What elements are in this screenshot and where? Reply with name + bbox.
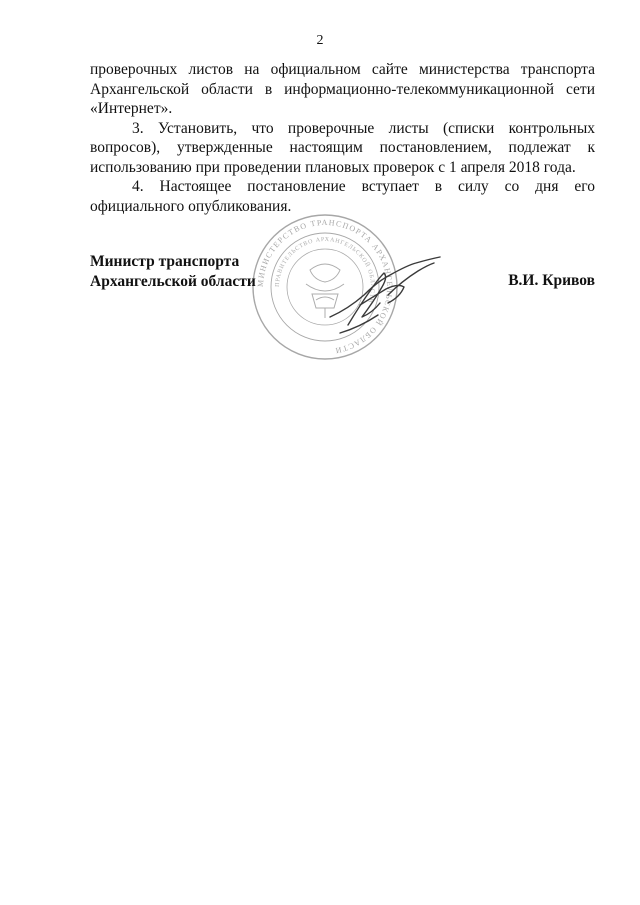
paragraph-continuation: проверочных листов на официальном сайте министерства транспорта Архангельской области в информационно-телекоммуникационной сети «Интернет».	[90, 61, 595, 117]
document-body	[90, 60, 595, 216]
seal-inner-textpath: ПРАВИТЕЛЬСТВО АРХАНГЕЛЬСКОЙ ОБЛАСТИ	[274, 236, 376, 304]
paragraph-item-3: 3. Установить, что проверочные листы (списки контрольных вопросов), утвержденные настоящим постановлением, подлежат к использованию при проведении плановых проверок с 1 апреля 2018 года.	[90, 119, 595, 176]
page-number: 2	[316, 33, 324, 48]
seal-outer-textpath: МИНИСТЕРСТВО ТРАНСПОРТА АРХАНГЕЛЬСКОЙ ОБЛАСТИ	[255, 217, 395, 356]
signatory-position-line1: Министр транспорта	[90, 253, 240, 270]
signatory-name: В.И. Кривов	[508, 272, 595, 289]
paragraph-item-4: 4. Настоящее постановление вступает в силу со дня его официального опубликования.	[90, 178, 595, 215]
signatory-position	[90, 252, 256, 291]
handwritten-signature-icon	[300, 225, 460, 345]
signatory-position-line2: Архангельской области	[90, 272, 256, 290]
